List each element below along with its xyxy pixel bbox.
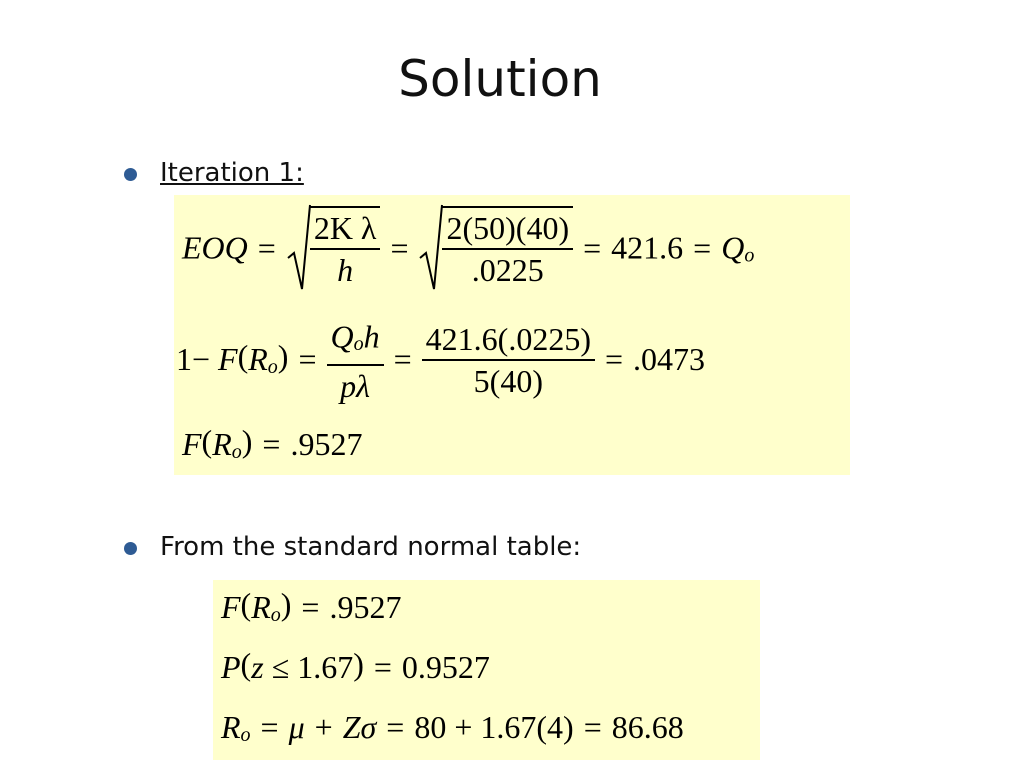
eq2-R: R [248, 341, 268, 377]
eq2-frac2-num: 421.6(.0225) [425, 320, 591, 357]
eoq-frac2-den: .0225 [442, 248, 573, 290]
eoq-q-sub: o [744, 244, 755, 267]
eoq-result: 421.6 [611, 229, 684, 266]
n1-R: R [251, 589, 271, 626]
n2-P: P [221, 649, 241, 686]
equation-box-normal-table [213, 580, 760, 760]
eq3-F: F [182, 426, 202, 463]
n3-Z: Z [342, 709, 361, 746]
n3-mu: μ [288, 709, 305, 746]
eq3-result: .9527 [290, 426, 363, 463]
normal-line-3: $R_o = \mu + Z\sigma = 80 + 1.67(4) = 86.68$ [221, 709, 684, 746]
eq2-F: F [218, 341, 238, 377]
eq2-num-h: h [363, 318, 380, 355]
slide-title: Solution [398, 50, 602, 108]
sqrt-1 [286, 203, 381, 293]
n1-result: .9527 [329, 589, 402, 626]
n3-result: 86.68 [611, 709, 684, 746]
cdf-equation: $F(R_o) = .9527$ [182, 423, 363, 463]
eoq-frac1-den: h [310, 248, 381, 290]
eq2-result: .0473 [633, 341, 706, 377]
eq2-frac2-den: 5(40) [422, 359, 595, 401]
eq2-num-Q: Q [330, 318, 354, 355]
sqrt-2 [418, 203, 573, 293]
eq2-num-Q-sub: o [353, 333, 364, 355]
bullet-iteration-label: Iteration 1: [160, 158, 304, 188]
eq2-frac1-den: pλ [327, 364, 384, 406]
eq3-R: R [212, 426, 232, 463]
n1-R-sub: o [270, 604, 281, 626]
n2-z: z [251, 649, 264, 686]
n3-R-sub: o [240, 724, 251, 746]
eoq-frac2-num: 2(50)(40) [446, 210, 570, 246]
bullet-dot [124, 542, 137, 555]
eq2-prefix: 1− [176, 341, 219, 377]
n2-cond: ≤ 1.67 [271, 649, 354, 686]
reorder-probability-equation: $1- F(R_o)$ = $\frac{Q_oh}{p\lambda}$ = $\frac{421.6(.0225)}{5(40)}$ = .0473 [176, 318, 706, 404]
normal-line-1: $F(R_o) = .9527$ [221, 586, 402, 626]
n3-sigma: σ [360, 709, 377, 746]
n3-R: R [221, 709, 241, 746]
bullet-standard-normal-label: From the standard normal table: [160, 532, 582, 562]
n1-F: F [221, 589, 241, 626]
eq2-R-sub: o [267, 355, 278, 378]
n3-expr: 80 + 1.67(4) [414, 709, 574, 746]
eoq-q: Q [721, 229, 745, 266]
eoq-lhs: EOQ [182, 229, 248, 266]
eoq-equation: EOQ = $\frac{\text{2K λ}}{h}$ = $\frac{2(50)(40)}{.0225}$ = $421.6 = Q_o$ [182, 203, 754, 293]
bullet-dot [124, 168, 137, 181]
eq3-R-sub: o [231, 441, 242, 463]
n2-result: 0.9527 [401, 649, 490, 686]
equation-box-iteration [174, 195, 850, 475]
normal-line-2: P(z ≤ 1.67) = 0.9527 [221, 646, 490, 686]
eoq-frac1-num: 2K λ [313, 210, 377, 246]
